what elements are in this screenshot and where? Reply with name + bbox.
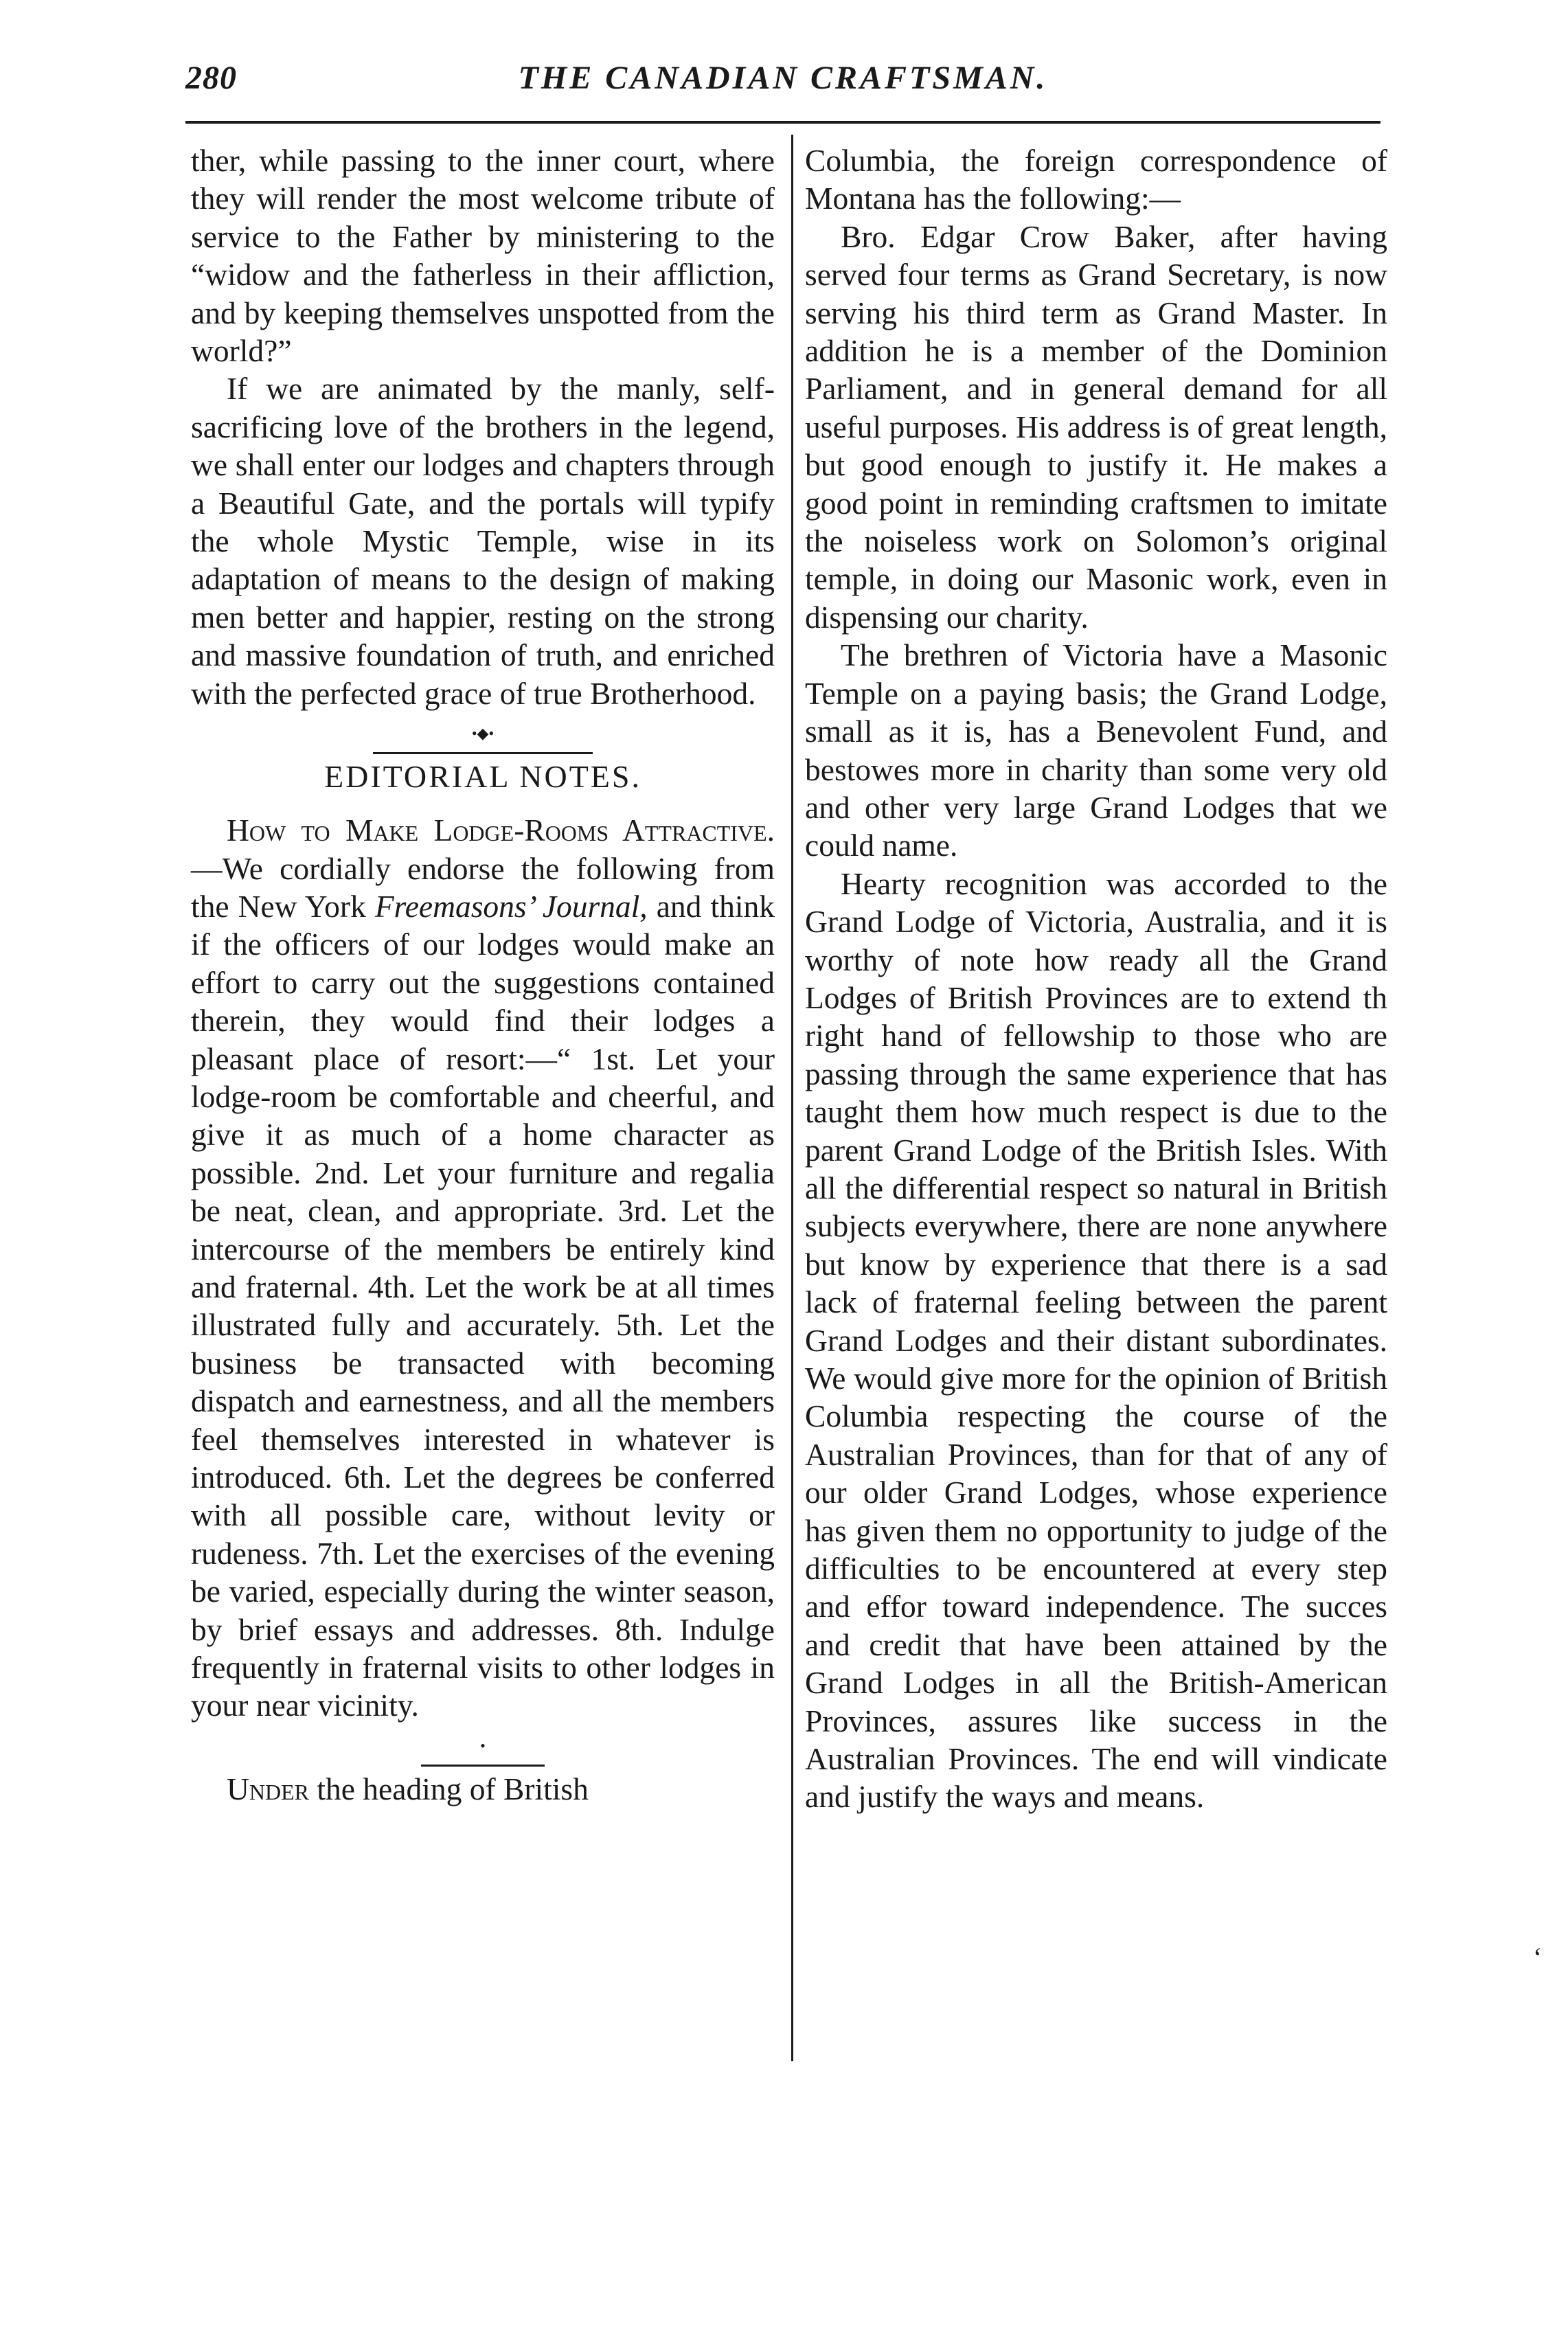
paragraph-lead-in: Under xyxy=(227,1771,309,1806)
paragraph-divider-ornament xyxy=(191,1736,775,1756)
stray-ink-mark: ‘ xyxy=(1533,1942,1543,1973)
paragraph-text: —We cordially endorse the following from the New York xyxy=(191,850,775,924)
header-rule xyxy=(185,121,1380,124)
page-number: 280 xyxy=(185,60,237,96)
section-divider-ornament xyxy=(191,727,775,744)
paragraph-british-columbia-start xyxy=(191,1770,775,1808)
page-header xyxy=(185,59,1380,114)
divider-line xyxy=(373,752,593,754)
paragraph-recognition: Hearty recognition was accorded to the Grand Lodge of Victoria, Australia, and it is worthy of note how ready all the Grand Lodges of British Provinces are to extend th right hand of fellowship to those who are passing through the same experience that has taught them how much respect is due to the parent Grand Lodge of the British Isles. With all the differential respect so natural in British subjects everywhere, there are none anywhere but know by experience that there is a sad lack of fraternal feeling between the parent Grand Lodges and their distant subordinates. We would give more for the opinion of British Columbia respecting the course of the Australian Provinces, than for that of any of our older Grand Lodges, whose experience has given them no opportunity to judge of the difficulties to be encountered at every step and effor toward independence. The succes and credit that have been attained by the Grand Lodges in all the British-American Provinces, assures like success in the Australian Provinces. The end will vindicate and justify the ways and means. xyxy=(805,865,1387,1815)
paragraph-victoria: The brethren of Victoria have a Masonic Temple on a paying basis; the Grand Lodge, small as it is, has a Benevolent Fund, and bestowes more in charity than some very old and other very large Grand Lodges that we could name. xyxy=(805,637,1387,863)
paragraph-lead-in: How to Make Lodge-Rooms Attractive. xyxy=(227,813,775,848)
running-title: THE CANADIAN CRAFTSMAN. xyxy=(518,60,1048,96)
paragraph-text: and think if the officers of our lodges would make an effort to carry out the suggestions contained therein, they would find their lodges a pleasant place of resort:—“ 1st. Let your lodge-room be comfortable and cheerful, and give it as much of a home character as possible. 2nd. Let your furniture and regalia be neat, clean, and appropriate. 3rd. Let the intercourse of the members be entirely kind and fraternal. 4th. Let the work be at all times illustrated fully and accurately. 5th. Let the business be transacted with becoming dispatch and earnestness, and all the members feel themselves interested in whatever is introduced. 6th. Let the degrees be conferred with all possible care, without levity or rudeness. 7th. Let the exercises of the evening be varied, especially during the winter season, by brief essays and addresses. 8th. Indulge frequently in fraternal visits to other lodges in your near vicinity. xyxy=(191,888,775,1723)
paragraph-edgar-crow-baker: Bro. Edgar Crow Baker, after having served four terms as Grand Secretary, is now serving his third term as Grand Master. In addition he is a member of the Dominion Parliament, and in general demand for all useful purposes. His address is of great length, but good enough to justify it. He makes a good point in reminding craftsmen to imitate the noiseless work on Solomon’s original temple, in doing our Masonic work, even in dispensing our charity. xyxy=(805,218,1387,635)
section-heading: EDITORIAL NOTES. xyxy=(324,759,641,795)
paragraph-continued: Columbia, the foreign correspondence of Montana has the following:— xyxy=(805,143,1387,216)
paragraph-brotherhood: If we are animated by the manly, self-sacrificing love of the brothers in the legend, we shall enter our lodges and chapters through a Beautiful Gate, and the portals will typify the whole Mystic Temple, wise in its adaptation of means to the design of making men better and happier, resting on the strong and massive foundation of truth, and enriched with the perfected grace of true Brotherhood. xyxy=(191,371,775,711)
paragraph-continued: ther, while passing to the inner court, where they will render the most welcome tribute of service to the Father by ministering to the “widow and the fatherless in their affliction, and by keeping themselves unspotted from the world?” xyxy=(191,143,775,369)
paragraph-lodge-rooms xyxy=(191,811,775,1725)
paragraph-text: the heading of British xyxy=(308,1771,589,1806)
divider-line xyxy=(421,1765,545,1767)
right-column xyxy=(805,141,1387,1816)
ornament-glyph: •◆• xyxy=(471,725,495,742)
left-column xyxy=(191,141,775,1808)
ornament-glyph: • xyxy=(480,1736,486,1754)
column-divider xyxy=(791,135,793,2061)
publication-title: Freemasons’ Journal, xyxy=(374,888,648,924)
